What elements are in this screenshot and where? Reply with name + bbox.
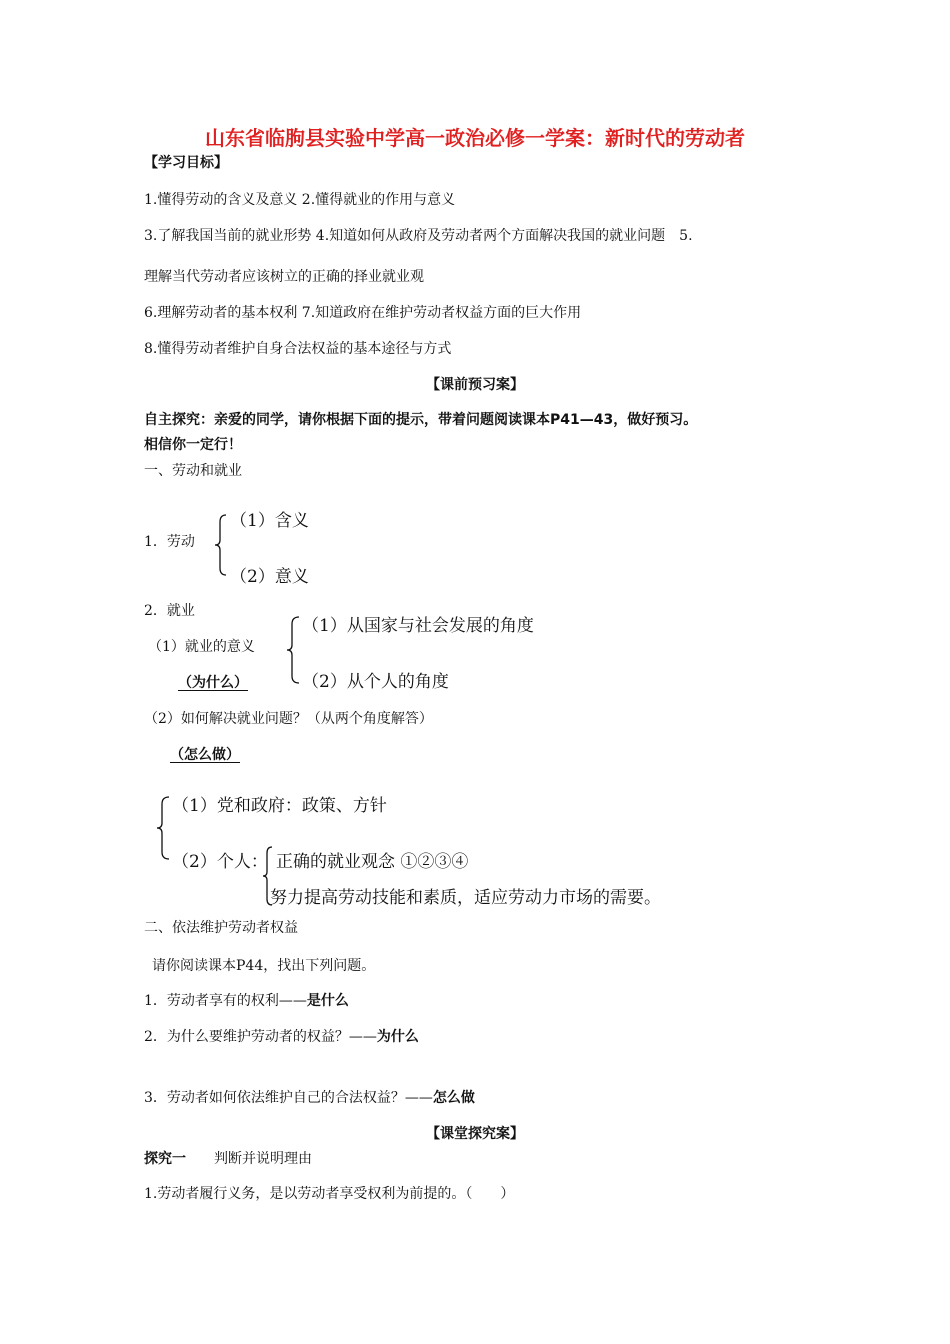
goals-line-5: 8.懂得劳动者维护自身合法权益的基本途径与方式 [144,341,452,357]
employment-concept: 正确的就业观念 ①②③④ [276,852,469,872]
goals-line-2: 3.了解我国当前的就业形势 4.知道如何从政府及劳动者两个方面解决我国的就业问题 5. [144,228,693,244]
labor-label: 1．劳动 [144,534,195,550]
question-1-keyword: 是什么 [306,993,349,1009]
question-3 [144,1087,475,1107]
judge-item-1: 1.劳动者履行义务，是以劳动者享受权利为前提的。（ ） [144,1186,515,1202]
gov-measures: （1）党和政府：政策、方针 [172,796,387,816]
page-title: 山东省临朐县实验中学高一政治必修一学案：新时代的劳动者 [205,126,745,150]
question-2-text: 2．为什么要维护劳动者的权益？—— [144,1029,377,1045]
goals-line-4: 6.理解劳动者的基本权利 7.知道政府在维护劳动者权益方面的巨大作用 [144,305,582,321]
employment-why: （为什么） [178,675,248,691]
improve-skills: 努力提高劳动技能和素质，适应劳动力市场的需要。 [270,888,661,908]
explore-instruction: 判断并说明理由 [214,1151,312,1167]
question-3-keyword: 怎么做 [432,1090,475,1106]
employment-label: 2．就业 [144,603,195,619]
employment-brace [286,616,302,684]
section-rights: 二、依法维护劳动者权益 [144,920,298,936]
question-2-keyword: 为什么 [376,1029,419,1045]
question-1-text: 1．劳动者享有的权利—— [144,993,307,1009]
employment-meaning: （1）就业的意义 [148,639,255,655]
goals-line-1: 1.懂得劳动的含义及意义 2.懂得就业的作用与意义 [144,192,456,208]
goals-line-3: 理解当代劳动者应该树立的正确的择业就业观 [144,269,424,285]
explore-one [144,1148,312,1168]
labor-significance: （2）意义 [230,567,309,587]
question-3-text: 3．劳动者如何依法维护自己的合法权益？—— [144,1090,433,1106]
solve-brace [156,796,172,860]
labor-brace [214,514,230,576]
preview-heading: 【课前预习案】 [426,377,524,393]
question-1 [144,990,349,1010]
employment-national-angle: （1）从国家与社会发展的角度 [302,616,534,636]
classroom-heading: 【课堂探究案】 [426,1126,524,1142]
preview-intro-2: 相信你一定行！ [144,437,242,453]
solve-question: （2）如何解决就业问题？（从两个角度解答） [144,711,433,727]
section-labor-employment: 一、劳动和就业 [144,463,242,479]
preview-intro-1: 自主探究：亲爱的同学，请你根据下面的提示，带着问题阅读课本P41—43，做好预习。 [144,412,698,428]
solve-how: （怎么做） [170,747,240,763]
goals-heading: 【学习目标】 [144,155,228,171]
labor-meaning: （1）含义 [230,511,309,531]
employment-personal-angle: （2）从个人的角度 [302,672,449,692]
question-2 [144,1026,419,1046]
explore-label: 探究一 [144,1151,186,1167]
read-instruction: 请你阅读课本P44，找出下列问题。 [152,958,376,974]
personal-measures: （2）个人： [172,852,268,872]
